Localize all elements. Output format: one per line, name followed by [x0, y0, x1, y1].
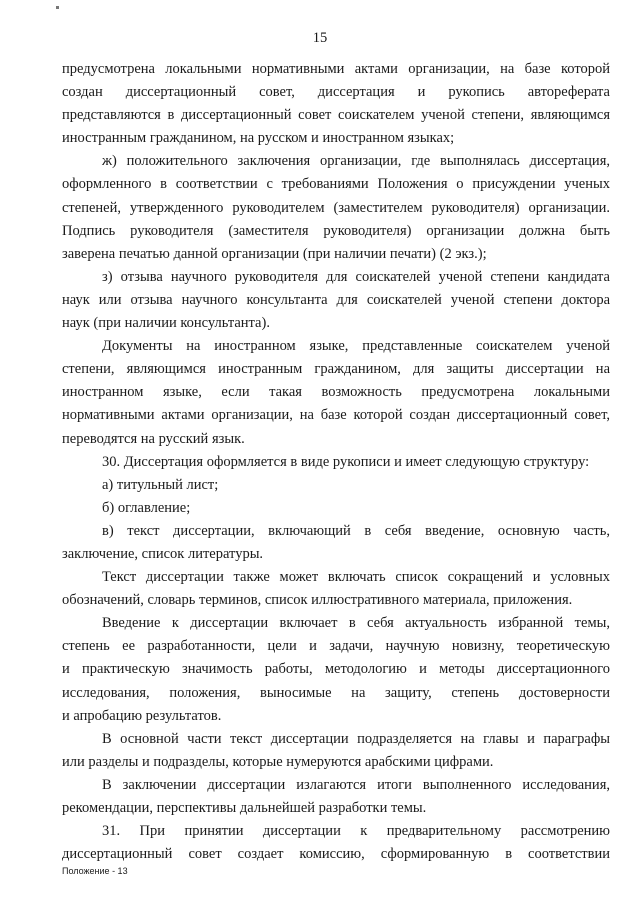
text-line: а) титульный лист;	[102, 476, 219, 493]
text-line: В заключении диссертации излагаются итоги выполненного исследования,	[102, 776, 610, 793]
text-line: обозначений, словарь терминов, список иллюстративного материала, приложения.	[62, 592, 573, 609]
text-line: Введение к диссертации включает в себя актуальность избранной темы,	[102, 615, 610, 632]
text-line: в) текст диссертации, включающий в себя введение, основную часть,	[102, 522, 610, 539]
text-line: Документы на иностранном языке, представленные соискателем ученой	[102, 338, 610, 355]
footer-label: Положение - 13	[62, 866, 128, 876]
text-line: б) оглавление;	[102, 499, 191, 516]
text-line: 30. Диссертация оформляется в виде рукописи и имеет следующую структуру:	[102, 453, 590, 470]
page-number: 15	[312, 30, 328, 46]
text-line: 31. При принятии диссертации к предварительному рассмотрению	[102, 823, 610, 840]
text-line: представляются в диссертационный совет соискателем ученой степени, являющимся	[62, 107, 610, 124]
text-line: з) отзыва научного руководителя для соискателей ученой степени кандидата	[102, 268, 610, 285]
text-line: наук или отзыва научного консультанта для соискателей ученой степени доктора	[62, 291, 610, 308]
text-line: нормативными актами организации, на базе которой создан диссертационный совет,	[62, 407, 610, 424]
text-line: диссертационный совет создает комиссию, сформированную в соответствии	[62, 846, 610, 863]
text-line: степени, являющимся иностранным гражданином, для защиты диссертации на	[62, 361, 610, 378]
text-line: и практическую значимость работы, методологию и методы диссертационного	[62, 661, 610, 678]
text-line: предусмотрена локальными нормативными актами организации, на базе которой	[62, 61, 610, 77]
text-line: наук (при наличии консультанта).	[62, 315, 270, 332]
text-line: Подпись руководителя (заместителя руководителя) организации должна быть	[62, 222, 610, 239]
text-line: или разделы и подразделы, которые нумеруются арабскими цифрами.	[62, 753, 494, 770]
text-line: рекомендации, перспективы дальнейшей разработки темы.	[62, 800, 427, 816]
text-line: переводятся на русский язык.	[62, 430, 245, 447]
text-line: Текст диссертации также может включать список сокращений и условных	[102, 569, 610, 586]
text-line: степеней, утвержденного руководителем (заместителем руководителя) организации.	[62, 199, 610, 216]
text-line: исследования, положения, выносимые на защиту, степень достоверности	[62, 684, 610, 701]
text-line: и апробацию результатов.	[62, 707, 222, 724]
text-line: заключение, список литературы.	[62, 545, 264, 562]
text-line: оформленного в соответствии с требованиями Положения о присуждении ученых	[62, 176, 610, 193]
scan-artifact	[56, 6, 59, 9]
text-line: В основной части текст диссертации подразделяется на главы и параграфы	[102, 730, 610, 747]
text-line: заверена печатью данной организации (при наличии печати) (2 экз.);	[62, 245, 487, 262]
text-line: степень ее разработанности, цели и задачи, научную новизну, теоретическую	[62, 638, 610, 655]
text-line: ж) положительного заключения организации, где выполнялась диссертация,	[102, 153, 610, 170]
document-body	[62, 58, 610, 866]
text-line: создан диссертационный совет, диссертация и рукопись автореферата	[62, 84, 610, 101]
text-line: иностранном языке, если такая возможность предусмотрена локальными	[62, 384, 610, 401]
text-line: иностранным гражданином, на русском и иностранном языках;	[62, 130, 455, 147]
